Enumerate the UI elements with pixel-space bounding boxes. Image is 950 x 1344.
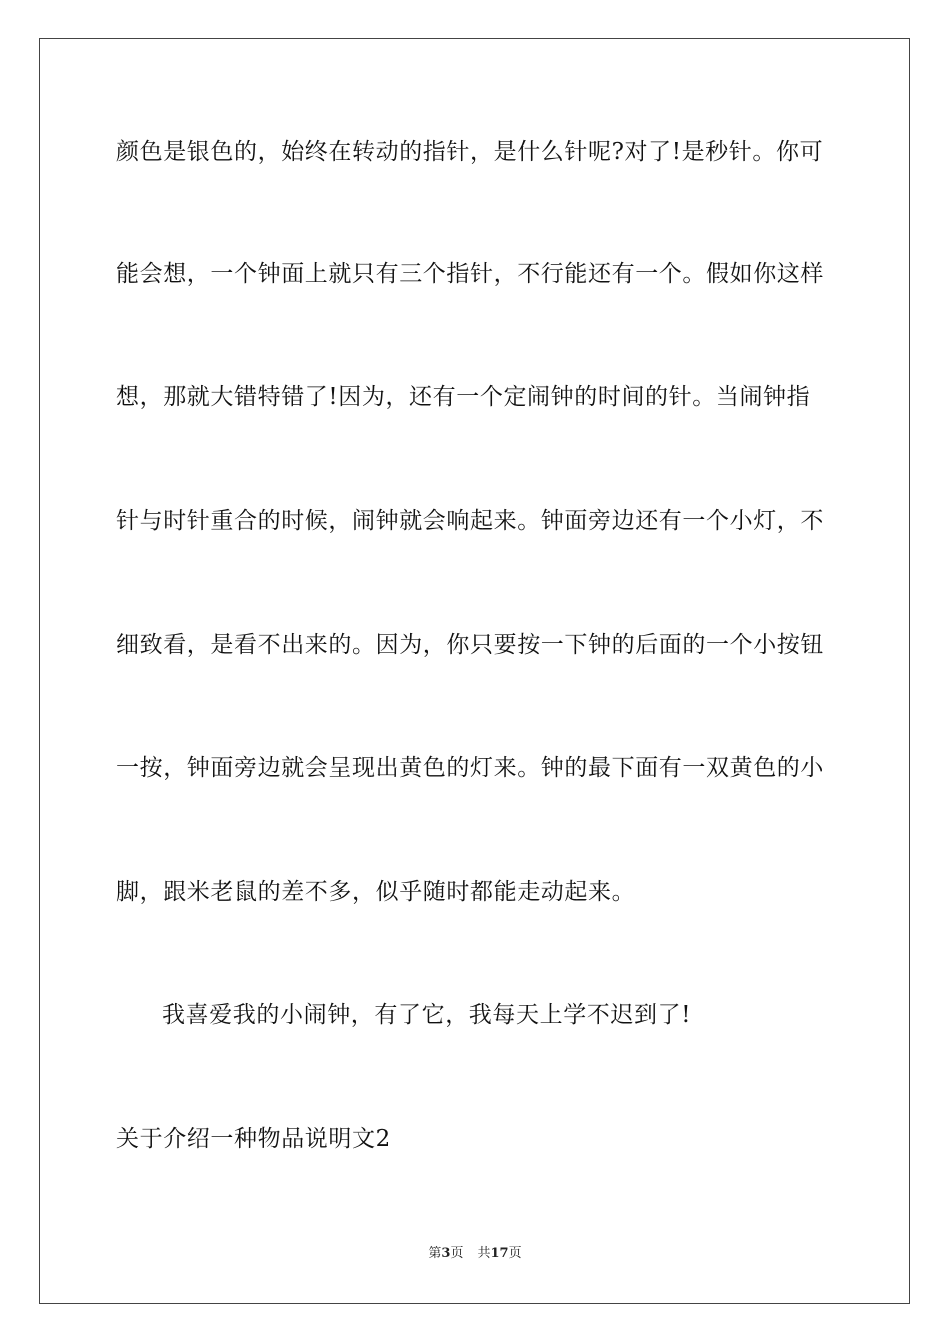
page-prefix: 第	[428, 1246, 442, 1261]
page-number: 3	[441, 1246, 451, 1261]
body-line: 想，那就大错特错了!因为，还有一个定闹钟的时间的针。当闹钟指	[116, 384, 811, 410]
body-line: 脚，跟米老鼠的差不多，似乎随时都能走动起来。	[116, 879, 636, 905]
body-line: 细致看，是看不出来的。因为，你只要按一下钟的后面的一个小按钮	[116, 632, 824, 658]
total-suffix: 页	[508, 1246, 522, 1261]
body-line: 能会想，一个钟面上就只有三个指针，不行能还有一个。假如你这样	[116, 261, 824, 287]
page-suffix: 页	[450, 1246, 464, 1261]
total-prefix: 共	[477, 1246, 491, 1261]
body-line: 颜色是银色的，始终在转动的指针，是什么针呢?对了!是秒针。你可	[116, 139, 824, 165]
total-pages: 17	[490, 1246, 509, 1261]
section-heading: 关于介绍一种物品说明文2	[116, 1126, 391, 1152]
page-border	[39, 38, 910, 1304]
body-line: 一按，钟面旁边就会呈现出黄色的灯来。钟的最下面有一双黄色的小	[116, 755, 824, 781]
closing-paragraph: 我喜爱我的小闹钟，有了它，我每天上学不迟到了!	[162, 1002, 692, 1028]
page-footer	[0, 1245, 950, 1263]
body-line: 针与时针重合的时候，闹钟就会响起来。钟面旁边还有一个小灯，不	[116, 508, 824, 534]
